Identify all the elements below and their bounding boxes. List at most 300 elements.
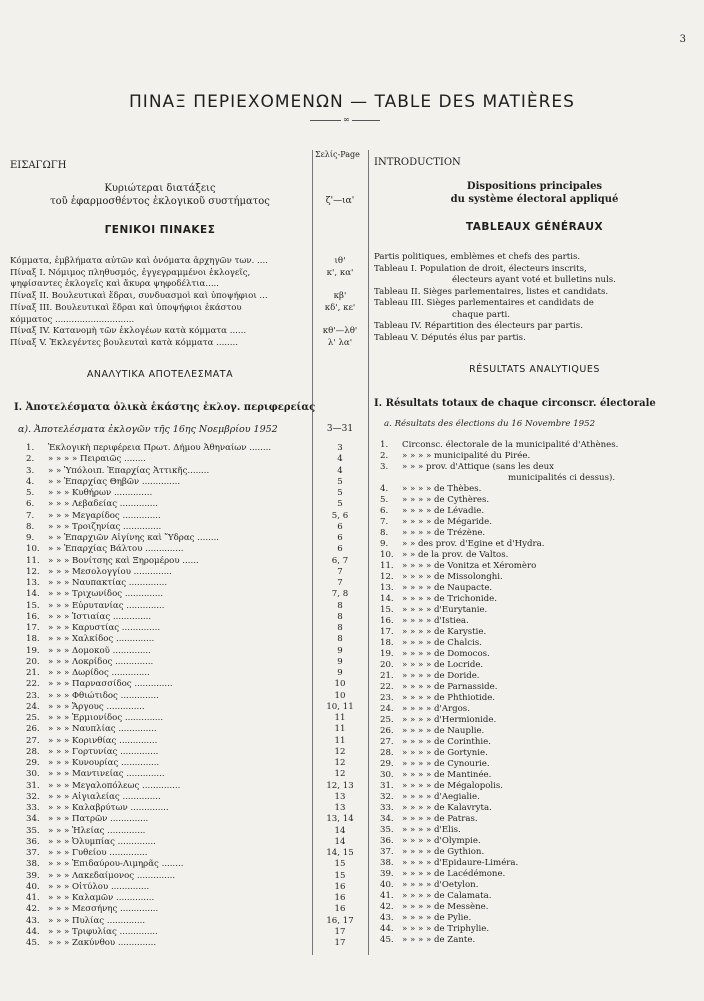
row-number: 1. — [380, 440, 389, 450]
district-name: Ἐκλογικὴ περιφέρεια Πρωτ. Δήμου Ἀθηναίων ........ — [48, 443, 272, 453]
district-row-greek — [26, 814, 148, 825]
general-table-line-greek: Πίναξ V. Ἐκλεγέντες βουλευταὶ κατὰ κόμματα ........ — [10, 337, 238, 348]
district-page: 5 — [337, 476, 343, 487]
row-number: 34. — [26, 814, 40, 825]
district-name: » » » Βονίτσης καὶ Ξηρομέρου ...... — [48, 555, 199, 566]
district-row-greek — [26, 691, 159, 702]
district-row-french — [380, 495, 489, 506]
district-name: » » » Καρυστίας .............. — [48, 623, 161, 633]
general-table-line-french: Tableau IV. Répartition des électeurs par partis. — [374, 321, 583, 331]
district-page: 12 — [334, 746, 346, 757]
district-name: » » » » d'Hermionide. — [402, 715, 497, 725]
district-row-greek — [26, 601, 165, 612]
row-number: 4. — [380, 484, 389, 494]
district-name: » » » » d'Aegialie. — [402, 792, 480, 802]
district-name: municipalités ci dessus). — [508, 473, 616, 483]
district-name: » » » Μεγαλοπόλεως .............. — [48, 780, 181, 791]
row-number: 45. — [26, 938, 40, 948]
district-row-french — [380, 759, 490, 770]
district-name: » » » » de Lacédémone. — [402, 869, 506, 879]
district-page: 16 — [334, 893, 346, 903]
district-name: » » » » de Trézène. — [402, 528, 486, 538]
row-number: 18. — [26, 634, 40, 645]
district-page: 14, 15 — [326, 848, 354, 858]
district-row-french — [380, 924, 489, 935]
district-page: 13 — [334, 791, 346, 802]
dispositions-greek-2: τοῦ ἐφαρμοσθέντος ἐκλογικοῦ συστήματος — [50, 196, 270, 207]
row-number: 16. — [380, 616, 394, 626]
district-row-greek — [26, 544, 183, 555]
row-number: 28. — [380, 748, 394, 758]
district-page: 9 — [337, 645, 343, 656]
district-row-greek — [26, 904, 158, 915]
district-name: » » » » de Chalcis. — [402, 638, 482, 648]
row-number: 12. — [26, 566, 40, 577]
district-name: » » » Γορτυνίας .............. — [48, 746, 159, 757]
district-row-french — [380, 572, 503, 583]
district-page: 10 — [334, 679, 346, 690]
row-number: 30. — [26, 769, 40, 780]
district-name: » » » Ἱστιαίας .............. — [48, 611, 152, 622]
district-page: 9 — [337, 668, 343, 678]
district-row-french — [380, 770, 491, 781]
district-name: » » » Παρνασσίδος .............. — [48, 679, 173, 690]
district-row-french — [380, 715, 496, 726]
row-number: 5. — [380, 495, 389, 505]
district-name: » » » » de Calamata. — [402, 891, 492, 901]
row-number: 10. — [26, 544, 40, 555]
district-row-greek — [26, 578, 167, 589]
district-page: 8 — [337, 611, 343, 622]
district-row-french — [380, 792, 480, 803]
section-a-greek: α). Ἀποτελέσματα ἐκλογῶν τῆς 16ης Νοεμβρίου 1952 — [18, 424, 278, 435]
row-number: 31. — [380, 781, 394, 791]
district-page: 14 — [334, 825, 346, 836]
district-name: » » Ἐπαρχίας Βάλτου .............. — [48, 544, 184, 555]
district-name: » » » Ἄργους .............. — [48, 701, 145, 712]
district-page: 6, 7 — [331, 555, 349, 566]
district-page: 9 — [337, 656, 343, 667]
district-name: » » » Κυνουρίας .............. — [48, 758, 160, 768]
district-row-french — [380, 902, 488, 913]
district-page: 11 — [334, 713, 346, 723]
general-table-line-french: Partis politiques, emblèmes et chefs des partis. — [374, 252, 581, 262]
district-name: » » » Ἐπιδαύρου-Λιμηρᾶς ........ — [48, 859, 184, 870]
row-number: 39. — [26, 870, 40, 881]
district-name: » » » » de Messène. — [402, 902, 489, 912]
general-table-line-greek: κόμματος ............................. — [10, 314, 135, 325]
district-name: » » » Μαντινείας .............. — [48, 769, 165, 780]
district-name: » » » » de Locride. — [402, 660, 484, 670]
district-name: » » » » de Cynourie. — [402, 759, 490, 769]
district-name: » » » Λακεδαίμονος .............. — [48, 870, 176, 881]
district-row-french — [380, 781, 503, 792]
district-row-greek — [26, 781, 180, 792]
district-name: » » » » de Zante. — [402, 935, 476, 945]
district-row-french — [380, 440, 618, 451]
district-name: » » » » de Thèbes. — [402, 484, 482, 494]
district-name: » » » » de Kalavryta. — [402, 803, 492, 813]
district-name: » » » Ζακύνθου .............. — [48, 938, 157, 948]
district-name: » » » Ναυπλίας .............. — [48, 724, 157, 735]
district-page: 4 — [337, 465, 343, 476]
row-number: 5. — [26, 488, 35, 498]
district-page: 10, 11 — [326, 701, 354, 712]
district-page: 8 — [337, 634, 343, 645]
district-row-greek — [26, 589, 163, 600]
district-page: 5 — [337, 499, 343, 510]
district-row-french — [380, 616, 469, 627]
row-number: 15. — [380, 605, 394, 615]
district-name: » » » Φθιώτιδος .............. — [48, 690, 159, 701]
district-row-greek — [26, 837, 156, 848]
district-name: » » » Μεσολογγίου .............. — [48, 566, 172, 577]
district-name: » » » Καλαβρύτων .............. — [48, 803, 169, 813]
district-name: » » » » municipalité du Pirée. — [402, 451, 531, 461]
district-name: » » » Μεσσήνης .............. — [48, 904, 159, 915]
row-number: 26. — [380, 726, 394, 736]
district-name: » » » » de Nauplie. — [402, 726, 485, 736]
district-name: » » » » de Trichonide. — [402, 594, 497, 604]
row-number: 3. — [380, 462, 389, 472]
district-row-french — [380, 649, 490, 660]
district-page: 16 — [334, 904, 346, 915]
row-number: 31. — [26, 780, 40, 791]
district-row-french — [380, 880, 478, 891]
district-name: » » » Λοκρίδος .............. — [48, 656, 154, 667]
row-number: 44. — [380, 924, 394, 934]
district-name: » » » » de Lévadie. — [402, 506, 485, 516]
district-row-french — [380, 825, 461, 836]
row-number: 29. — [380, 759, 394, 769]
district-name: » » » Δομοκοῦ .............. — [48, 645, 151, 656]
row-number: 37. — [380, 847, 394, 857]
district-row-french — [380, 891, 491, 902]
row-number: 27. — [380, 737, 394, 747]
general-table-line-greek: Πίναξ III. Βουλευτικαὶ ἕδραι καὶ ὑποψήφιοι ἑκάστου — [10, 302, 242, 313]
general-table-line-french: Tableau III. Sièges parlementaires et candidats de — [374, 298, 594, 308]
district-name: » » » Λεβαδείας .............. — [48, 499, 158, 510]
district-page: 11 — [334, 724, 346, 735]
district-name: » » » Χαλκίδος .............. — [48, 634, 155, 645]
district-row-french — [380, 451, 530, 462]
row-number: 3. — [26, 465, 35, 476]
district-row-greek — [26, 511, 161, 522]
row-number: 44. — [26, 926, 40, 937]
row-number: 20. — [380, 660, 394, 670]
district-row-french — [380, 462, 554, 473]
district-row-greek — [26, 612, 151, 623]
row-number: 27. — [26, 735, 40, 746]
district-row-greek — [26, 916, 145, 927]
row-number: 6. — [26, 499, 35, 510]
row-number: 37. — [26, 848, 40, 858]
district-name: » » » » d'Olympie. — [402, 836, 481, 846]
row-number: 11. — [26, 555, 40, 566]
district-name: » » » » de Gortynie. — [402, 748, 488, 758]
district-row-greek — [26, 758, 159, 769]
district-name: » » » Τροιζηνίας .............. — [48, 521, 162, 532]
district-row-greek — [26, 646, 151, 657]
district-name: » » » » de Domocos. — [402, 649, 490, 659]
row-number: 17. — [26, 623, 40, 633]
intro-heading-french: INTRODUCTION — [374, 157, 461, 168]
dispositions-french-2: du système électoral appliqué — [450, 194, 619, 205]
general-table-line-greek: ψηφίσαντες ἐκλογεῖς καὶ ἄκυρα ψηφοδέλτια..... — [10, 279, 220, 290]
row-number: 4. — [26, 476, 35, 487]
district-row-french — [380, 671, 480, 682]
district-page: 6 — [337, 533, 343, 543]
district-name: » » » Πυλίας .............. — [48, 915, 146, 926]
title-ornament: ∞ — [310, 120, 380, 122]
district-page: 8 — [337, 623, 343, 633]
row-number: 25. — [26, 713, 40, 723]
district-row-greek — [26, 499, 158, 510]
district-row-french — [380, 561, 536, 572]
district-name: » » » » de Corinthie. — [402, 737, 491, 747]
row-number: 15. — [26, 600, 40, 611]
district-row-french — [380, 814, 478, 825]
district-name: » » » » de Vonitza et Xéromèro — [402, 561, 537, 571]
district-name: » » de la prov. de Valtos. — [402, 550, 509, 560]
row-number: 6. — [380, 506, 389, 516]
district-row-french — [380, 737, 491, 748]
district-name: » » » » de Mégaride. — [402, 517, 492, 527]
row-number: 24. — [26, 701, 40, 712]
dispositions-greek-1: Κυριώτεραι διατάξεις — [104, 183, 216, 194]
row-number: 12. — [380, 572, 394, 582]
district-row-french — [380, 517, 492, 528]
row-number: 28. — [26, 746, 40, 757]
district-row-greek — [26, 702, 145, 713]
district-row-greek — [26, 443, 271, 454]
district-name: » » » » d'Istiea. — [402, 616, 469, 626]
district-name: » » » Ὀλυμπίας .............. — [48, 836, 156, 847]
district-page: 10 — [334, 690, 346, 701]
district-name: » » » Ναυπακτίας .............. — [48, 578, 168, 588]
district-name: » » » Πατρῶν .............. — [48, 814, 149, 825]
row-number: 26. — [26, 724, 40, 735]
row-number: 32. — [26, 791, 40, 802]
district-name: » » » » de Gythion. — [402, 847, 485, 857]
dispositions-french-1: Dispositions principales — [466, 181, 603, 192]
district-page: 16 — [334, 881, 346, 892]
row-number: 13. — [380, 583, 394, 593]
district-row-greek — [26, 713, 163, 724]
row-number: 9. — [26, 533, 35, 543]
row-number: 43. — [26, 915, 40, 926]
district-name: » » » » de Pylie. — [402, 913, 472, 923]
district-row-greek — [26, 454, 146, 465]
district-row-greek — [26, 488, 152, 499]
district-row-greek — [26, 668, 150, 679]
district-row-greek — [26, 724, 157, 735]
district-name: » » » Τριφυλίας .............. — [48, 926, 158, 937]
district-row-french — [380, 550, 508, 561]
district-name: » » » » de Naupacte. — [402, 583, 493, 593]
district-row-french — [380, 858, 518, 869]
district-row-french — [380, 528, 485, 539]
district-page: 14 — [334, 836, 346, 847]
district-row-french — [380, 748, 488, 759]
general-table-line-french: électeurs ayant voté et bulletins nuls. — [452, 275, 616, 285]
row-number: 42. — [380, 902, 394, 912]
section-a-french: a. Résultats des élections du 16 Novembre 1952 — [384, 419, 596, 429]
analytic-title-greek: ΑΝΑΛΥΤΙΚΑ ΑΠΟΤΕΛΕΣΜΑΤΑ — [86, 369, 234, 380]
district-row-greek — [26, 657, 153, 668]
district-name: » » » Τριχωνίδος .............. — [48, 589, 164, 600]
district-row-greek — [26, 679, 173, 690]
district-row-french — [380, 935, 475, 946]
district-row-greek — [26, 826, 145, 837]
row-number: 16. — [26, 611, 40, 622]
district-row-greek — [26, 634, 154, 645]
row-number: 2. — [26, 454, 35, 465]
district-row-greek — [26, 533, 219, 544]
general-table-line-french: Tableau I. Population de droit, électeurs inscrits, — [374, 263, 587, 274]
district-row-french — [380, 539, 544, 550]
row-number: 32. — [380, 792, 394, 802]
row-number: 43. — [380, 913, 394, 923]
district-row-french — [380, 605, 487, 616]
row-number: 19. — [380, 649, 394, 659]
district-page: 4 — [337, 454, 343, 465]
district-row-greek — [26, 893, 154, 904]
district-page: 11 — [334, 735, 346, 746]
general-table-page: κθ'—λθ' — [322, 326, 358, 337]
district-name: » » » Μεγαρίδος .............. — [48, 510, 161, 521]
dispositions-page: ζ'—ια' — [325, 196, 355, 206]
district-name: » » » prov. d'Attique (sans les deux — [402, 462, 554, 472]
district-row-greek — [26, 623, 160, 634]
district-page: 17 — [334, 938, 346, 948]
district-name: » » Ἐπαρχίας Θηβῶν .............. — [48, 476, 181, 487]
row-number: 11. — [380, 561, 394, 571]
row-number: 40. — [380, 880, 394, 890]
district-row-french — [508, 473, 615, 484]
district-row-french — [380, 836, 481, 847]
row-number: 39. — [380, 869, 394, 879]
district-row-french — [380, 638, 482, 649]
row-number: 34. — [380, 814, 394, 824]
district-row-french — [380, 484, 481, 495]
district-page: 7 — [337, 566, 343, 577]
district-page: 7, 8 — [331, 589, 349, 600]
page-number: 3 — [679, 34, 686, 45]
row-number: 24. — [380, 704, 394, 714]
district-row-greek — [26, 859, 183, 870]
district-page: 7 — [337, 578, 343, 588]
district-page: 16, 17 — [326, 915, 354, 926]
district-name: » » des prov. d'Egine et d'Hydra. — [402, 539, 545, 549]
row-number: 9. — [380, 539, 389, 549]
district-row-greek — [26, 477, 180, 488]
district-page: 15 — [334, 870, 346, 881]
district-page: 15 — [334, 859, 346, 870]
row-number: 36. — [26, 836, 40, 847]
district-row-greek — [26, 567, 172, 578]
row-number: 13. — [26, 578, 40, 588]
district-row-french — [380, 506, 484, 517]
district-name: » » » » de Missolonghi. — [402, 572, 503, 582]
general-table-line-greek: Κόμματα, ἐμβλήματα αὐτῶν καὶ ὀνόματα ἀρχηγῶν των. .... — [10, 256, 268, 266]
district-page: 5, 6 — [331, 510, 349, 521]
district-row-french — [380, 847, 484, 858]
district-page: 17 — [334, 926, 346, 937]
district-name: » » Ὑπόλοιπ. Ἐπαρχίας Ἀττικῆς........ — [48, 465, 210, 476]
district-name: » » » Ἠλείας .............. — [48, 825, 146, 836]
row-number: 21. — [26, 668, 40, 678]
row-number: 33. — [380, 803, 394, 813]
district-name: » » Ἐπαρχιῶν Αἰγίνης καὶ Ὕδρας ........ — [48, 533, 220, 543]
district-row-greek — [26, 792, 161, 803]
row-number: 2. — [380, 451, 389, 461]
district-name: » » » » de Karystie. — [402, 627, 487, 637]
row-number: 20. — [26, 656, 40, 667]
district-row-french — [380, 869, 505, 880]
row-number: 23. — [380, 693, 394, 703]
district-row-french — [380, 693, 495, 704]
row-number: 38. — [380, 858, 394, 868]
district-row-greek — [26, 938, 156, 949]
row-number: 7. — [26, 510, 35, 521]
district-page: 6 — [337, 544, 343, 555]
row-number: 40. — [26, 881, 40, 892]
district-row-french — [380, 583, 492, 594]
district-row-greek — [26, 747, 158, 758]
district-page: 12 — [334, 758, 346, 768]
general-table-page: κδ', κε' — [324, 302, 356, 313]
intro-heading-greek: ΕΙΣΑΓΩΓΗ — [10, 160, 67, 171]
section-i-french: I. Résultats totaux de chaque circonscr. électorale — [374, 398, 656, 409]
general-tables-title-french: TABLEAUX GÉNÉRAUX — [465, 221, 604, 233]
row-number: 1. — [26, 443, 35, 453]
row-number: 41. — [380, 891, 394, 901]
district-name: » » » Ἑρμιονίδος .............. — [48, 713, 164, 723]
district-row-greek — [26, 769, 165, 780]
district-name: » » » » d'Oetylon. — [402, 880, 479, 890]
row-number: 17. — [380, 627, 394, 637]
district-name: » » » » d'Epidaure-Liméra. — [402, 858, 519, 868]
district-page: 12 — [334, 769, 346, 780]
row-number: 14. — [26, 589, 40, 600]
district-page: 13, 14 — [326, 814, 354, 825]
general-table-line-greek: Πίναξ I. Νόμιμος πληθυσμός, ἐγγεγραμμένοι ἐκλογεῖς, — [10, 267, 251, 278]
district-name: » » » Αἰγιαλείας .............. — [48, 791, 161, 802]
district-name: » » » » de Mantinée. — [402, 770, 492, 780]
district-page: 13 — [334, 803, 346, 813]
row-number: 22. — [380, 682, 394, 692]
district-name: » » » Κορινθίας .............. — [48, 735, 158, 746]
row-number: 10. — [380, 550, 394, 560]
row-number: 7. — [380, 517, 389, 527]
row-number: 35. — [26, 825, 40, 836]
district-name: Circonsc. électorale de la municipalité d'Athènes. — [402, 440, 619, 450]
row-number: 8. — [380, 528, 389, 538]
district-name: » » » Οἰτύλου .............. — [48, 881, 150, 892]
district-row-greek — [26, 522, 161, 533]
district-row-french — [380, 913, 471, 924]
row-number: 33. — [26, 803, 40, 813]
general-table-page: λ' λα' — [327, 337, 353, 348]
district-row-greek — [26, 736, 157, 747]
general-table-line-greek: Πίναξ IV. Κατανομὴ τῶν ἐκλογέων κατὰ κόμματα ...... — [10, 326, 247, 337]
district-name: » » » » de Patras. — [402, 814, 478, 824]
general-table-page: κβ' — [333, 291, 347, 302]
row-number: 41. — [26, 893, 40, 903]
general-table-page: κ', κα' — [326, 267, 354, 278]
district-row-greek — [26, 927, 158, 938]
